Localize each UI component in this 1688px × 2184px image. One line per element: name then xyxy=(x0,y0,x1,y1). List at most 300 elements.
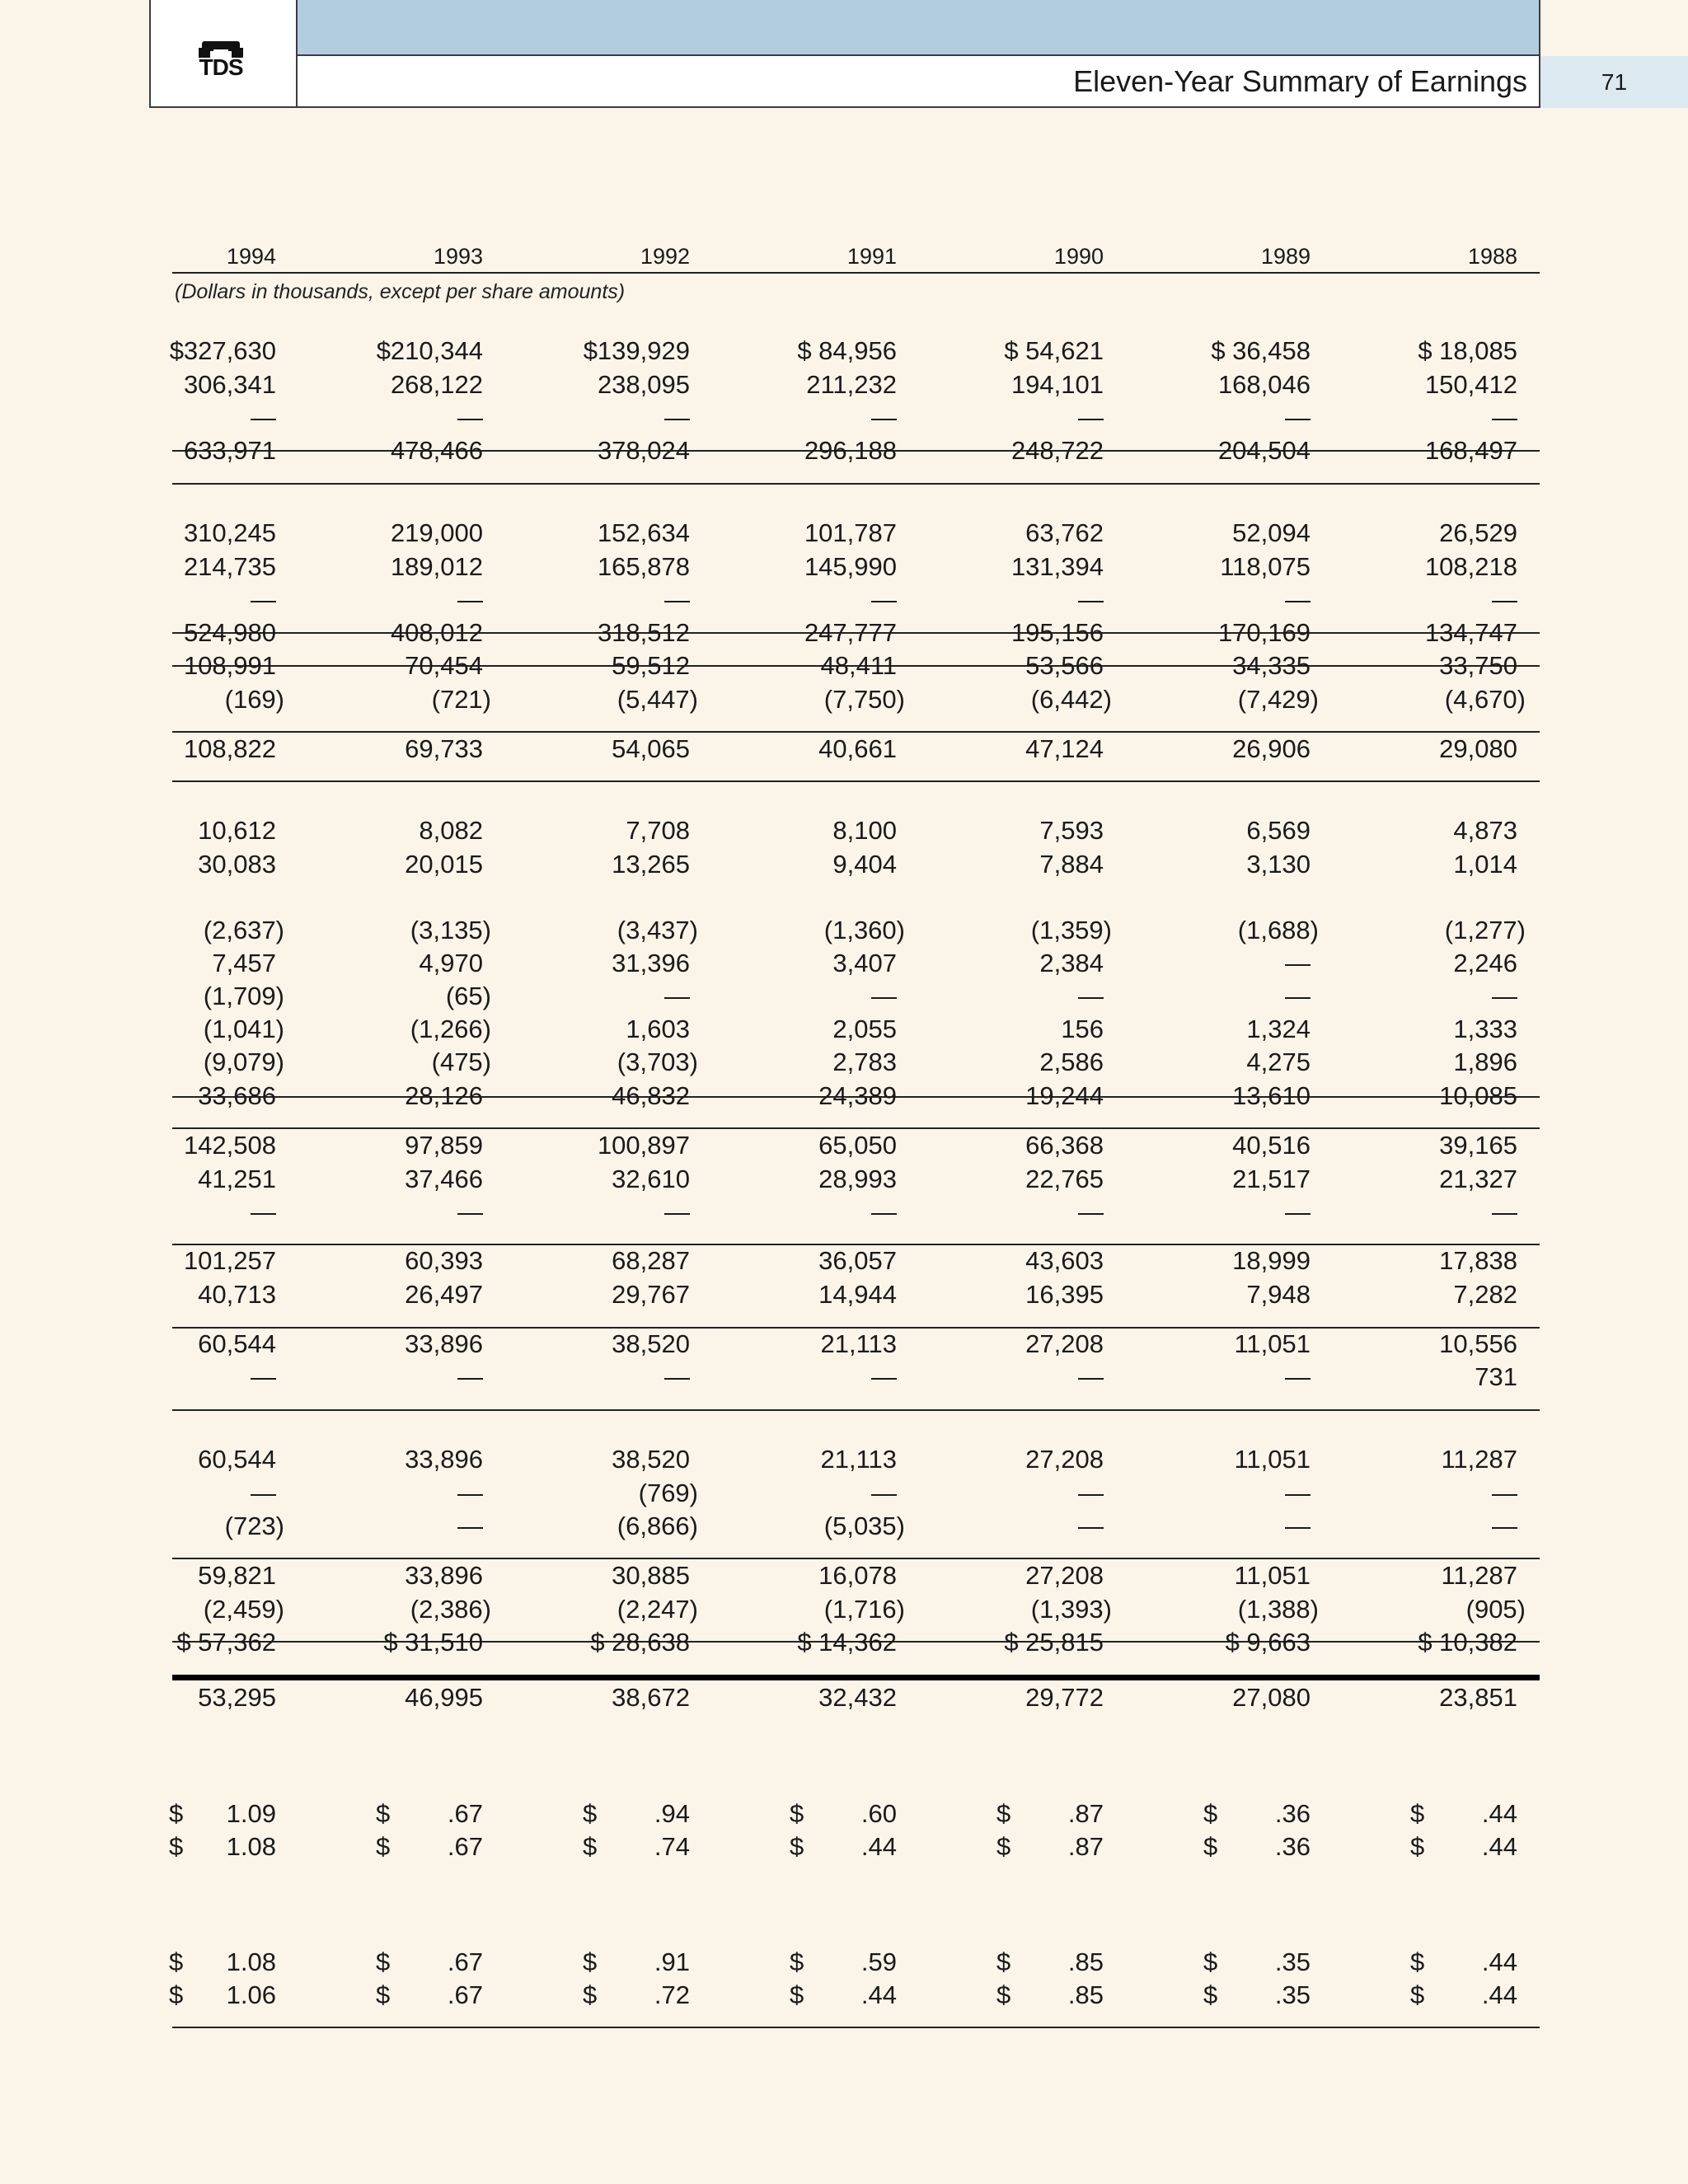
table-cell: (1,688) xyxy=(1237,916,1319,944)
table-cell: 142,508 xyxy=(183,1131,276,1160)
table-cell: 378,024 xyxy=(597,436,690,465)
table-cell: 4,275 xyxy=(1246,1047,1311,1076)
table-row xyxy=(0,1477,1688,1510)
table-cell: .85 xyxy=(1067,1980,1104,2009)
table-row xyxy=(0,683,1688,716)
table-cell: $327,630 xyxy=(169,336,276,365)
year-header: 1991 xyxy=(846,244,897,269)
table-row xyxy=(0,1593,1688,1626)
table-cell: 1,333 xyxy=(1453,1015,1517,1043)
table-cell: 21,327 xyxy=(1439,1165,1517,1193)
table-cell: 32,610 xyxy=(612,1165,690,1193)
table-cell: 59,512 xyxy=(612,651,690,680)
table-cell: 310,245 xyxy=(183,518,276,547)
table-cell: 14,944 xyxy=(818,1280,897,1309)
table-cell: 7,593 xyxy=(1039,816,1104,845)
table-cell: 66,368 xyxy=(1025,1131,1104,1160)
table-cell: 118,075 xyxy=(1220,552,1311,581)
table-cell: 195,156 xyxy=(1010,618,1104,647)
table-cell: 41,251 xyxy=(198,1165,276,1193)
table-cell: $ 54,621 xyxy=(1004,336,1104,365)
table-rule xyxy=(172,272,1540,274)
table-cell: 189,012 xyxy=(390,552,483,581)
table-cell: 30,885 xyxy=(612,1561,690,1590)
table-rule xyxy=(172,2027,1540,2028)
table-cell: 16,395 xyxy=(1025,1280,1104,1309)
table-cell: 194,101 xyxy=(1010,370,1104,399)
table-note: (Dollars in thousands, except per share amounts) xyxy=(175,280,626,303)
table-cell: — xyxy=(1285,1511,1311,1540)
table-cell: — xyxy=(1492,982,1517,1010)
table-cell: 3,407 xyxy=(832,949,897,977)
table-cell: — xyxy=(457,1479,483,1507)
table-cell: 100,897 xyxy=(597,1131,690,1160)
table-cell: .72 xyxy=(654,1980,690,2009)
year-header: 1990 xyxy=(1053,244,1104,269)
table-cell: 3,130 xyxy=(1246,850,1311,879)
table-cell: 37,466 xyxy=(405,1165,483,1193)
table-cell: 152,634 xyxy=(597,518,690,547)
table-cell: $ 9,663 xyxy=(1225,1628,1311,1657)
dollar-sign: $ xyxy=(996,1980,1011,2009)
dollar-sign: $ xyxy=(1203,1799,1218,1828)
table-cell: 11,051 xyxy=(1234,1329,1311,1358)
table-cell: 17,838 xyxy=(1439,1246,1517,1275)
table-cell: $ 14,362 xyxy=(797,1628,897,1657)
table-cell: 11,287 xyxy=(1441,1561,1517,1590)
table-cell: 248,722 xyxy=(1010,436,1104,465)
table-cell: .36 xyxy=(1274,1799,1311,1828)
table-cell: (1,359) xyxy=(1030,916,1112,944)
table-cell: 22,765 xyxy=(1025,1165,1104,1193)
table-cell: (2,386) xyxy=(410,1595,491,1624)
table-cell: (7,429) xyxy=(1237,685,1319,714)
table-cell: .35 xyxy=(1274,1947,1311,1976)
table-cell: (4,670) xyxy=(1444,685,1526,714)
table-row xyxy=(0,583,1688,616)
table-cell: — xyxy=(1285,1362,1311,1391)
year-header: 1992 xyxy=(640,244,690,269)
table-row xyxy=(0,335,1688,368)
table-rule xyxy=(172,780,1540,782)
table-cell: .87 xyxy=(1067,1799,1104,1828)
table-cell: 33,896 xyxy=(405,1561,483,1590)
table-cell: 60,393 xyxy=(405,1246,483,1275)
table-row xyxy=(0,1979,1688,2012)
table-cell: 268,122 xyxy=(390,370,483,399)
table-cell: (3,703) xyxy=(617,1047,698,1076)
table-cell: — xyxy=(1492,403,1517,432)
table-cell: — xyxy=(1285,982,1311,1010)
dollar-sign: $ xyxy=(1203,1832,1218,1861)
table-cell: (769) xyxy=(638,1479,698,1507)
table-row xyxy=(0,1797,1688,1830)
table-cell: .67 xyxy=(447,1799,483,1828)
table-cell: (1,277) xyxy=(1444,916,1526,944)
table-cell: 27,080 xyxy=(1232,1683,1311,1712)
table-row xyxy=(0,848,1688,881)
table-cell: — xyxy=(871,1362,897,1391)
table-cell: 26,906 xyxy=(1232,734,1311,763)
table-cell: 40,713 xyxy=(198,1280,276,1309)
table-row xyxy=(0,947,1688,980)
table-cell: 30,083 xyxy=(198,850,276,879)
table-row xyxy=(0,551,1688,583)
table-cell: $ 10,382 xyxy=(1418,1628,1517,1657)
table-cell: .87 xyxy=(1067,1832,1104,1861)
table-cell: .60 xyxy=(860,1799,897,1828)
table-cell: 59,821 xyxy=(198,1561,276,1590)
table-cell: 26,497 xyxy=(405,1280,483,1309)
table-cell: 36,057 xyxy=(818,1246,897,1275)
table-cell: 168,046 xyxy=(1217,370,1311,399)
table-cell: 48,411 xyxy=(820,651,897,680)
table-cell: 1.06 xyxy=(226,1980,276,2009)
table-cell: — xyxy=(871,403,897,432)
year-header: 1988 xyxy=(1467,244,1517,269)
table-cell: — xyxy=(251,1479,276,1507)
table-cell: 10,085 xyxy=(1439,1081,1517,1110)
table-cell: (1,716) xyxy=(823,1595,905,1624)
table-cell: $210,344 xyxy=(376,336,483,365)
table-cell: — xyxy=(664,585,690,614)
table-cell: — xyxy=(457,585,483,614)
table-cell: 33,686 xyxy=(198,1081,276,1110)
table-cell: 306,341 xyxy=(183,370,276,399)
table-cell: 7,708 xyxy=(626,816,690,845)
table-cell: 65,050 xyxy=(818,1131,897,1160)
table-cell: 150,412 xyxy=(1424,370,1517,399)
table-cell: (721) xyxy=(431,685,491,714)
logo-text: TDS xyxy=(199,54,243,80)
table-cell: 33,750 xyxy=(1439,651,1517,680)
table-row xyxy=(0,1278,1688,1311)
table-row xyxy=(0,1244,1688,1277)
table-cell: 1.08 xyxy=(226,1947,276,1976)
table-cell: 2,384 xyxy=(1039,949,1104,977)
table-cell: 28,993 xyxy=(818,1165,897,1193)
table-cell: 101,787 xyxy=(804,518,897,547)
table-cell: 408,012 xyxy=(390,618,483,647)
table-row xyxy=(0,733,1688,766)
table-cell: — xyxy=(664,1362,690,1391)
table-cell: 18,999 xyxy=(1232,1246,1311,1275)
table-cell: — xyxy=(457,403,483,432)
dollar-sign: $ xyxy=(1410,1799,1425,1828)
dollar-sign: $ xyxy=(169,1980,184,2009)
table-cell: (3,135) xyxy=(410,916,491,944)
table-cell: .85 xyxy=(1067,1947,1104,1976)
table-cell: 13,610 xyxy=(1232,1081,1311,1110)
table-cell: 4,970 xyxy=(419,949,483,977)
table-cell: 214,735 xyxy=(183,552,276,581)
table-cell: — xyxy=(664,1197,690,1226)
table-cell: 731 xyxy=(1475,1362,1517,1391)
table-cell: 1,896 xyxy=(1453,1047,1517,1076)
table-cell: 11,051 xyxy=(1234,1445,1311,1474)
table-cell: (9,079) xyxy=(203,1047,284,1076)
table-cell: 131,394 xyxy=(1010,552,1104,581)
dollar-sign: $ xyxy=(790,1799,804,1828)
table-cell: $ 36,458 xyxy=(1211,336,1311,365)
dollar-sign: $ xyxy=(376,1980,391,2009)
table-row xyxy=(0,1510,1688,1543)
table-cell: 29,080 xyxy=(1439,734,1517,763)
table-cell: 53,295 xyxy=(198,1683,276,1712)
table-cell: 10,612 xyxy=(198,816,276,845)
dollar-sign: $ xyxy=(376,1832,391,1861)
table-cell: 134,747 xyxy=(1424,618,1517,647)
table-cell: .74 xyxy=(654,1832,690,1861)
table-cell: 1,324 xyxy=(1246,1015,1311,1043)
table-row xyxy=(0,368,1688,401)
year-header: 1989 xyxy=(1260,244,1311,269)
table-rule xyxy=(172,1409,1540,1411)
table-cell: 2,246 xyxy=(1453,949,1517,977)
table-cell: .67 xyxy=(447,1947,483,1976)
table-cell: .44 xyxy=(1481,1947,1517,1976)
table-cell: 247,777 xyxy=(804,618,897,647)
table-cell: (1,393) xyxy=(1030,1595,1112,1624)
dollar-sign: $ xyxy=(169,1799,184,1828)
dollar-sign: $ xyxy=(583,1947,598,1976)
table-cell: (475) xyxy=(431,1047,491,1076)
table-cell: 170,169 xyxy=(1217,618,1311,647)
table-cell: (1,041) xyxy=(203,1015,284,1043)
table-row xyxy=(0,1681,1688,1714)
year-header: 1994 xyxy=(226,244,276,269)
table-row xyxy=(0,1830,1688,1863)
table-cell: (1,266) xyxy=(410,1015,491,1043)
table-cell: (65) xyxy=(445,982,491,1010)
table-cell: 54,065 xyxy=(612,734,690,763)
page-number: 71 xyxy=(1540,56,1688,108)
table-cell: 23,851 xyxy=(1439,1683,1517,1712)
table-row xyxy=(0,1626,1688,1659)
table-row xyxy=(0,517,1688,550)
table-cell: — xyxy=(871,982,897,1010)
table-cell: 211,232 xyxy=(806,370,897,399)
table-cell: 168,497 xyxy=(1424,436,1517,465)
table-cell: — xyxy=(664,403,690,432)
table-cell: 21,113 xyxy=(820,1445,897,1474)
table-cell: 165,878 xyxy=(597,552,690,581)
table-cell: — xyxy=(871,1197,897,1226)
table-cell: (6,442) xyxy=(1030,685,1112,714)
table-cell: .59 xyxy=(860,1947,897,1976)
dollar-sign: $ xyxy=(169,1947,184,1976)
table-cell: .44 xyxy=(860,1832,897,1861)
table-cell: 31,396 xyxy=(612,949,690,977)
table-row xyxy=(0,814,1688,847)
table-cell: — xyxy=(457,1197,483,1226)
table-cell: 38,672 xyxy=(612,1683,690,1712)
dollar-sign: $ xyxy=(1410,1947,1425,1976)
table-cell: 524,980 xyxy=(183,618,276,647)
table-cell: — xyxy=(1285,1479,1311,1507)
table-cell: 108,822 xyxy=(183,734,276,763)
table-cell: (1,388) xyxy=(1237,1595,1319,1624)
table-cell: 63,762 xyxy=(1025,518,1104,547)
table-cell: (2,459) xyxy=(203,1595,284,1624)
table-cell: — xyxy=(251,403,276,432)
table-cell: (2,247) xyxy=(617,1595,698,1624)
table-cell: 19,244 xyxy=(1025,1081,1104,1110)
table-cell: — xyxy=(1492,1479,1517,1507)
dollar-sign: $ xyxy=(169,1832,184,1861)
dollar-sign: $ xyxy=(996,1799,1011,1828)
table-cell: (1,709) xyxy=(203,982,284,1010)
table-cell: 7,282 xyxy=(1453,1280,1517,1309)
table-cell: — xyxy=(1285,403,1311,432)
table-row xyxy=(0,980,1688,1013)
table-cell: .44 xyxy=(1481,1980,1517,2009)
table-cell: 108,218 xyxy=(1424,552,1517,581)
table-cell: (905) xyxy=(1465,1595,1526,1624)
table-cell: (169) xyxy=(224,685,284,714)
table-cell: (723) xyxy=(224,1511,284,1540)
table-cell: 27,208 xyxy=(1025,1561,1104,1590)
table-cell: 53,566 xyxy=(1025,651,1104,680)
table-cell: 68,287 xyxy=(612,1246,690,1275)
page-title: Eleven-Year Summary of Earnings xyxy=(1073,64,1527,98)
table-cell: — xyxy=(1078,1362,1104,1391)
table-cell: (6,866) xyxy=(617,1511,698,1540)
table-cell: 7,948 xyxy=(1246,1280,1311,1309)
table-cell: — xyxy=(251,1362,276,1391)
dollar-sign: $ xyxy=(376,1799,391,1828)
table-cell: 39,165 xyxy=(1439,1131,1517,1160)
table-cell: 219,000 xyxy=(390,518,483,547)
table-cell: 8,100 xyxy=(832,816,897,845)
table-cell: 2,783 xyxy=(832,1047,897,1076)
table-cell: — xyxy=(457,1362,483,1391)
table-cell: — xyxy=(1078,1479,1104,1507)
table-cell: — xyxy=(1285,949,1311,977)
dollar-sign: $ xyxy=(996,1947,1011,1976)
table-cell: 633,971 xyxy=(183,436,276,465)
dollar-sign: $ xyxy=(790,1947,804,1976)
table-cell: $ 25,815 xyxy=(1004,1628,1104,1657)
table-cell: 46,832 xyxy=(612,1081,690,1110)
table-cell: .67 xyxy=(447,1832,483,1861)
table-cell: (5,035) xyxy=(823,1511,905,1540)
dollar-sign: $ xyxy=(1203,1947,1218,1976)
table-cell: 145,990 xyxy=(804,552,897,581)
dollar-sign: $ xyxy=(583,1832,598,1861)
table-cell: 16,078 xyxy=(818,1561,897,1590)
table-cell: 1.09 xyxy=(226,1799,276,1828)
dollar-sign: $ xyxy=(376,1947,391,1976)
table-row xyxy=(0,649,1688,682)
table-cell: $139,929 xyxy=(583,336,690,365)
dollar-sign: $ xyxy=(583,1799,598,1828)
table-rule xyxy=(172,1675,1540,1680)
table-cell: .44 xyxy=(1481,1799,1517,1828)
table-row xyxy=(0,1046,1688,1079)
table-cell: 38,520 xyxy=(612,1329,690,1358)
table-cell: 97,859 xyxy=(405,1131,483,1160)
table-cell: 21,517 xyxy=(1232,1165,1311,1193)
table-cell: 47,124 xyxy=(1025,734,1104,763)
table-cell: (5,447) xyxy=(617,685,698,714)
table-cell: 9,404 xyxy=(832,850,897,879)
table-cell: — xyxy=(1078,1511,1104,1540)
table-cell: — xyxy=(1492,585,1517,614)
table-cell: — xyxy=(1078,982,1104,1010)
table-row xyxy=(0,1013,1688,1046)
table-cell: .91 xyxy=(654,1947,690,1976)
table-cell: 43,603 xyxy=(1025,1246,1104,1275)
table-cell: 60,544 xyxy=(198,1329,276,1358)
table-cell: — xyxy=(1078,1197,1104,1226)
table-cell: (2,637) xyxy=(203,916,284,944)
table-row xyxy=(0,1129,1688,1162)
table-row xyxy=(0,914,1688,947)
table-cell: — xyxy=(1285,585,1311,614)
dollar-sign: $ xyxy=(583,1980,598,2009)
dollar-sign: $ xyxy=(1410,1832,1425,1861)
table-cell: $ 31,510 xyxy=(383,1628,483,1657)
table-cell: .36 xyxy=(1274,1832,1311,1861)
table-row xyxy=(0,616,1688,649)
year-header: 1993 xyxy=(433,244,483,269)
table-cell: 7,884 xyxy=(1039,850,1104,879)
table-cell: 1,603 xyxy=(626,1015,690,1043)
table-cell: 10,556 xyxy=(1439,1329,1517,1358)
table-row xyxy=(0,1361,1688,1394)
table-cell: .44 xyxy=(860,1980,897,2009)
table-cell: $ 18,085 xyxy=(1418,336,1517,365)
table-cell: 6,569 xyxy=(1246,816,1311,845)
table-cell: 69,733 xyxy=(405,734,483,763)
table-cell: — xyxy=(251,585,276,614)
table-cell: .44 xyxy=(1481,1832,1517,1861)
table-cell: 28,126 xyxy=(405,1081,483,1110)
table-cell: 11,287 xyxy=(1441,1445,1517,1474)
table-row xyxy=(0,1080,1688,1113)
table-cell: .67 xyxy=(447,1980,483,2009)
table-cell: $ 84,956 xyxy=(797,336,897,365)
table-row xyxy=(0,1946,1688,1979)
table-cell: — xyxy=(664,982,690,1010)
table-cell: (7,750) xyxy=(823,685,905,714)
table-cell: 24,389 xyxy=(818,1081,897,1110)
table-cell: 156 xyxy=(1061,1015,1104,1043)
table-row xyxy=(0,1163,1688,1196)
table-row xyxy=(0,1328,1688,1361)
table-cell: (3,437) xyxy=(617,916,698,944)
table-cell: 70,454 xyxy=(405,651,483,680)
table-cell: 29,767 xyxy=(612,1280,690,1309)
table-cell: — xyxy=(871,585,897,614)
dollar-sign: $ xyxy=(1203,1980,1218,2009)
table-cell: 40,661 xyxy=(818,734,897,763)
table-cell: 8,082 xyxy=(419,816,483,845)
table-cell: 7,457 xyxy=(212,949,276,977)
table-cell: 33,896 xyxy=(405,1445,483,1474)
dollar-sign: $ xyxy=(790,1832,804,1861)
table-cell: — xyxy=(251,1197,276,1226)
table-cell: 1.08 xyxy=(226,1832,276,1861)
table-cell: 238,095 xyxy=(597,370,690,399)
table-cell: 38,520 xyxy=(612,1445,690,1474)
table-cell: 29,772 xyxy=(1025,1683,1104,1712)
dollar-sign: $ xyxy=(996,1832,1011,1861)
table-cell: 1,014 xyxy=(1453,850,1517,879)
table-cell: — xyxy=(457,1511,483,1540)
table-cell: 13,265 xyxy=(612,850,690,879)
